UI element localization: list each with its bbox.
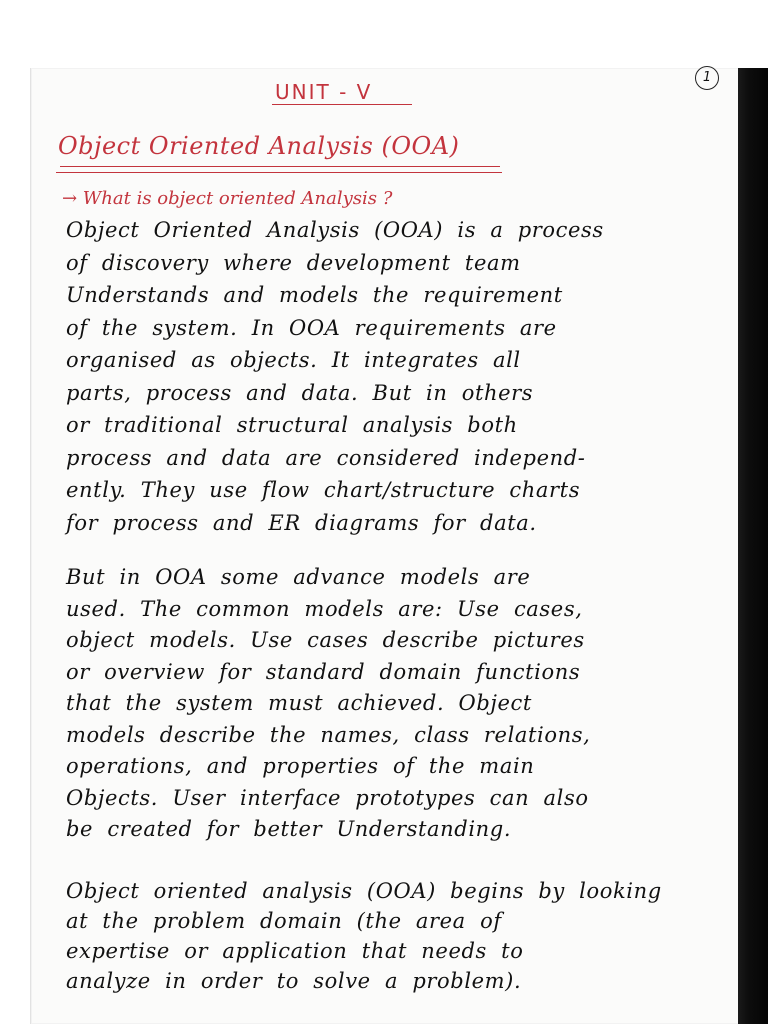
text-line: parts, process and data. But in others [66, 380, 534, 405]
text-line: or overview for standard domain functions [66, 659, 581, 684]
page-title: Object Oriented Analysis (OOA) [58, 132, 460, 160]
text-line: Understands and models the requirement [66, 283, 563, 307]
text-line: organised as objects. It integrates all [66, 348, 521, 372]
paragraph-definition [66, 214, 604, 539]
unit-heading-underline [272, 104, 412, 105]
text-line: analyze in order to solve a problem). [66, 969, 522, 993]
text-line: process and data are considered independ- [66, 445, 586, 470]
text-line: expertise or application that needs to [66, 939, 524, 963]
text-line: of discovery where development team [66, 250, 521, 275]
text-line: models describe the names, class relations, [66, 722, 591, 747]
text-line: or traditional structural analysis both [66, 413, 518, 437]
text-line: Object Oriented Analysis (OOA) is a process [66, 218, 604, 242]
paragraph-problem-domain [66, 876, 662, 996]
text-line: But in OOA some advance models are [66, 565, 531, 589]
question-heading: → What is object oriented Analysis ? [62, 188, 393, 209]
text-line: be created for better Understanding. [66, 817, 512, 841]
text-line: object models. Use cases describe pictures [66, 628, 585, 652]
page-number: 1 [695, 66, 719, 90]
paragraph-models [66, 562, 590, 846]
text-line: Object oriented analysis (OOA) begins by looking [66, 879, 662, 903]
text-line: for process and ER diagrams for data. [66, 510, 537, 535]
text-line: Objects. User interface prototypes can also [66, 785, 589, 810]
text-line: that the system must achieved. Object [66, 691, 532, 715]
text-line: of the system. In OOA requirements are [66, 315, 557, 340]
text-line: ently. They use flow chart/structure charts [66, 478, 581, 502]
title-underline [56, 172, 502, 173]
unit-heading: UNIT - V [275, 80, 373, 104]
page-edge-shadow [738, 68, 768, 1024]
text-line: at the problem domain (the area of [66, 909, 502, 933]
text-line: operations, and properties of the main [66, 754, 535, 778]
title-underline [60, 166, 500, 167]
text-line: used. The common models are: Use cases, [66, 596, 583, 621]
